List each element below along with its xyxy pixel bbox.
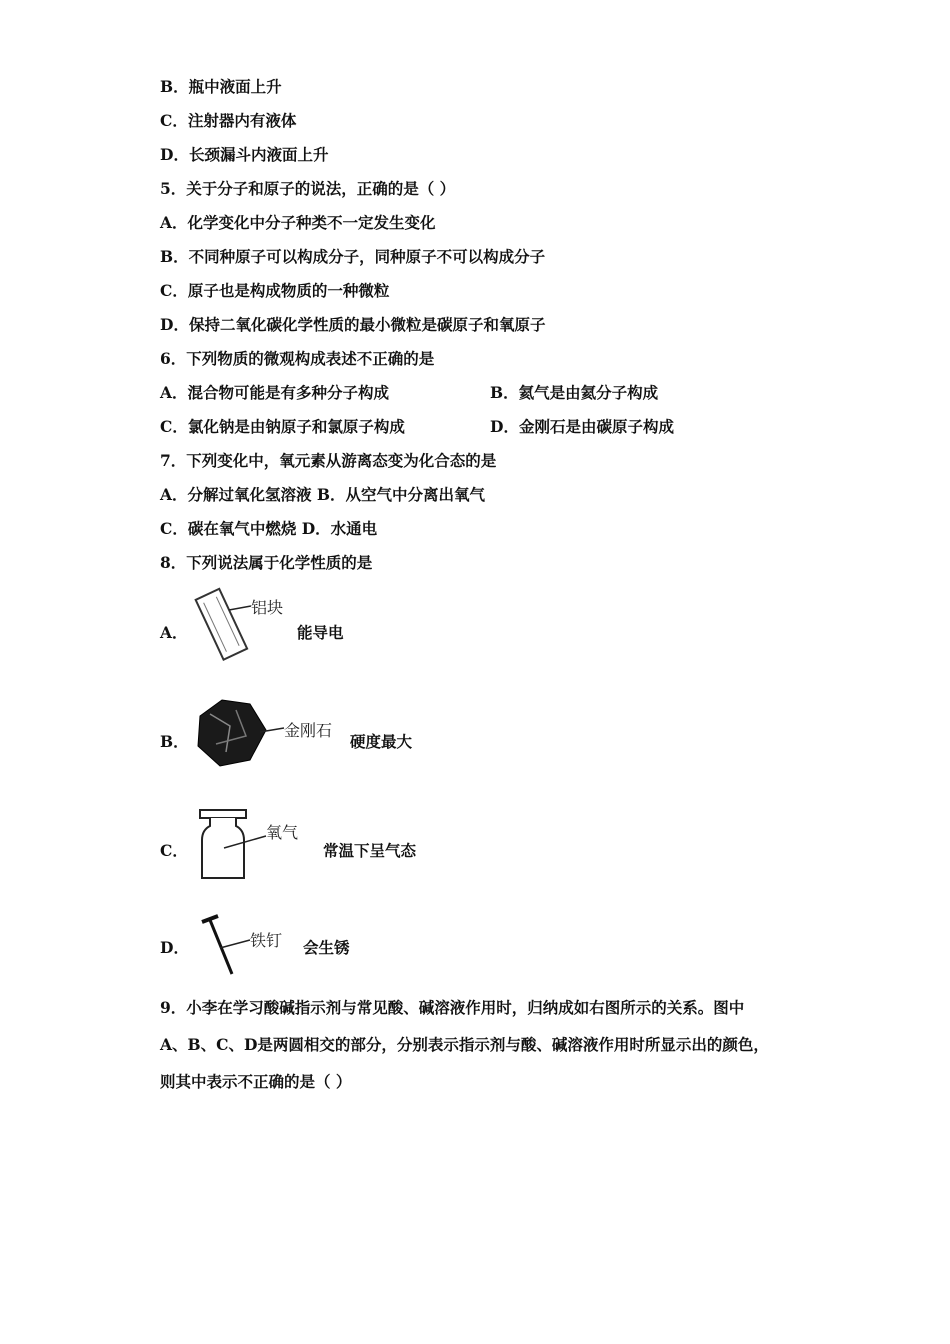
q7-options-cd: C．碳在氧气中燃烧 D．水通电 xyxy=(160,519,378,538)
q4-option-c: C．注射器内有液体 xyxy=(160,111,297,130)
q6-stem: 6．下列物质的微观构成表述不正确的是 xyxy=(160,349,435,368)
q5-option-d: D．保持二氧化碳化学性质的最小微粒是碳原子和氧原子 xyxy=(160,315,546,334)
oxygen-bottle-figure xyxy=(196,808,316,884)
q8-option-a-letter: A． xyxy=(160,623,188,642)
q5-option-a: A．化学变化中分子种类不一定发生变化 xyxy=(160,213,436,232)
diamond-figure xyxy=(190,696,350,770)
q9-line-2: A、B、C、D是两圆相交的部分，分别表示指示剂与酸、碱溶液作用时所显示出的颜色， xyxy=(160,1035,769,1054)
q8-stem: 8．下列说法属于化学性质的是 xyxy=(160,553,373,572)
q9-line-3: 则其中表示不正确的是（ ） xyxy=(160,1072,352,1091)
q8-option-a-text: 能导电 xyxy=(297,623,344,642)
q8-option-d-letter: D． xyxy=(160,938,189,957)
q7-options-ab: A．分解过氧化氢溶液 B．从空气中分离出氧气 xyxy=(160,485,486,504)
aluminum-block-label: 铝块 xyxy=(251,598,284,617)
q6-option-d: D．金刚石是由碳原子构成 xyxy=(490,417,674,436)
q9-line-1: 9．小李在学习酸碱指示剂与常见酸、碱溶液作用时，归纳成如右图所示的关系。图中 xyxy=(160,998,745,1017)
q8-option-b-letter: B． xyxy=(160,732,189,751)
diamond-label: 金刚石 xyxy=(284,721,333,740)
q7-stem: 7．下列变化中，氧元素从游离态变为化合态的是 xyxy=(160,451,497,470)
q8-option-c-letter: C． xyxy=(160,841,188,860)
q6-option-a: A．混合物可能是有多种分子构成 xyxy=(160,383,390,402)
q8-option-c-text: 常温下呈气态 xyxy=(323,841,417,860)
iron-nail-label: 铁钉 xyxy=(250,931,283,950)
oxygen-bottle-label: 氧气 xyxy=(266,823,299,842)
q6-option-c: C．氯化钠是由钠原子和氯原子构成 xyxy=(160,417,405,436)
q8-option-d-text: 会生锈 xyxy=(303,938,350,957)
iron-nail-figure xyxy=(196,912,306,980)
q5-stem: 5．关于分子和原子的说法，正确的是（ ） xyxy=(160,179,456,198)
q8-option-b-text: 硬度最大 xyxy=(350,732,413,751)
q4-option-b: B．瓶中液面上升 xyxy=(160,77,282,96)
q5-option-c: C．原子也是构成物质的一种微粒 xyxy=(160,281,390,300)
q4-option-d: D．长颈漏斗内液面上升 xyxy=(160,145,329,164)
q6-option-b: B．氦气是由氦分子构成 xyxy=(490,383,659,402)
q5-option-b: B．不同种原子可以构成分子，同种原子不可以构成分子 xyxy=(160,247,546,266)
aluminum-block-figure xyxy=(185,586,295,662)
